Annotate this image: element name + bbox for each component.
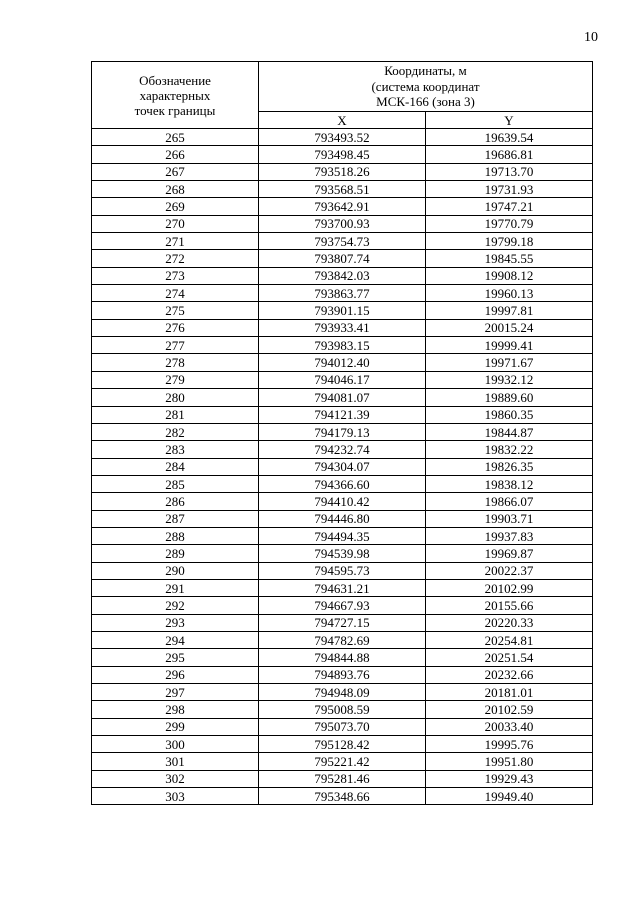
x-coordinate-cell: 794232.74 (259, 441, 426, 458)
point-cell: 285 (92, 475, 259, 492)
x-coordinate-cell: 793933.41 (259, 319, 426, 336)
point-cell: 301 (92, 753, 259, 770)
point-cell: 292 (92, 597, 259, 614)
table-row (92, 493, 593, 510)
y-coordinate-cell: 19639.54 (426, 129, 593, 146)
y-coordinate-cell: 19832.22 (426, 441, 593, 458)
table-row (92, 146, 593, 163)
x-coordinate-cell: 793518.26 (259, 163, 426, 180)
x-coordinate-cell: 794782.69 (259, 631, 426, 648)
y-coordinate-cell: 20251.54 (426, 649, 593, 666)
x-coordinate-cell: 794410.42 (259, 493, 426, 510)
coordinates-table (91, 61, 593, 805)
point-cell: 268 (92, 181, 259, 198)
table-row (92, 441, 593, 458)
y-coordinate-cell: 20033.40 (426, 718, 593, 735)
x-coordinate-cell: 794366.60 (259, 475, 426, 492)
y-coordinate-cell: 19999.41 (426, 337, 593, 354)
y-coordinate-cell: 20015.24 (426, 319, 593, 336)
point-cell: 303 (92, 788, 259, 805)
x-coordinate-cell: 793842.03 (259, 267, 426, 284)
point-cell: 299 (92, 718, 259, 735)
x-coordinate-cell: 794179.13 (259, 423, 426, 440)
x-coordinate-cell: 794667.93 (259, 597, 426, 614)
x-coordinate-cell: 794844.88 (259, 649, 426, 666)
table-row (92, 458, 593, 475)
table-row (92, 337, 593, 354)
coords-header-line: МСК-166 (зона 3) (376, 94, 475, 110)
point-cell: 282 (92, 423, 259, 440)
table-row (92, 406, 593, 423)
point-cell: 290 (92, 562, 259, 579)
point-cell: 302 (92, 770, 259, 787)
x-coordinate-cell: 793754.73 (259, 233, 426, 250)
table-row (92, 770, 593, 787)
x-coordinate-cell: 795348.66 (259, 788, 426, 805)
point-cell: 291 (92, 579, 259, 596)
point-cell: 274 (92, 285, 259, 302)
y-coordinate-cell: 19826.35 (426, 458, 593, 475)
point-cell: 273 (92, 267, 259, 284)
table-row (92, 597, 593, 614)
y-coordinate-cell: 20155.66 (426, 597, 593, 614)
table-row (92, 527, 593, 544)
x-coordinate-cell: 793901.15 (259, 302, 426, 319)
x-coordinate-cell: 794121.39 (259, 406, 426, 423)
table-row (92, 389, 593, 406)
table-row (92, 215, 593, 232)
x-coordinate-cell: 795281.46 (259, 770, 426, 787)
point-designation-header (92, 62, 259, 129)
y-coordinate-cell: 19937.83 (426, 527, 593, 544)
table-row (92, 371, 593, 388)
x-coordinate-cell: 793493.52 (259, 129, 426, 146)
point-cell: 265 (92, 129, 259, 146)
point-cell: 281 (92, 406, 259, 423)
y-coordinate-cell: 19997.81 (426, 302, 593, 319)
point-cell: 272 (92, 250, 259, 267)
y-coordinate-cell: 19731.93 (426, 181, 593, 198)
x-coordinate-cell: 793700.93 (259, 215, 426, 232)
y-coordinate-cell: 20254.81 (426, 631, 593, 648)
y-coordinate-cell: 19860.35 (426, 406, 593, 423)
x-coordinate-cell: 793498.45 (259, 146, 426, 163)
y-coordinate-cell: 19908.12 (426, 267, 593, 284)
table-row (92, 198, 593, 215)
x-column-header: X (259, 112, 426, 129)
table-row (92, 267, 593, 284)
table-row (92, 354, 593, 371)
y-coordinate-cell: 19686.81 (426, 146, 593, 163)
point-cell: 276 (92, 319, 259, 336)
y-coordinate-cell: 19929.43 (426, 770, 593, 787)
table-row (92, 631, 593, 648)
table-row (92, 423, 593, 440)
table-row (92, 736, 593, 753)
point-cell: 266 (92, 146, 259, 163)
y-coordinate-cell: 19770.79 (426, 215, 593, 232)
table-row (92, 285, 593, 302)
x-coordinate-cell: 794893.76 (259, 666, 426, 683)
point-cell: 295 (92, 649, 259, 666)
x-coordinate-cell: 793568.51 (259, 181, 426, 198)
y-coordinate-cell: 19903.71 (426, 510, 593, 527)
point-cell: 283 (92, 441, 259, 458)
point-cell: 280 (92, 389, 259, 406)
y-coordinate-cell: 19838.12 (426, 475, 593, 492)
y-column-header: Y (426, 112, 593, 129)
y-coordinate-cell: 19845.55 (426, 250, 593, 267)
table-row (92, 129, 593, 146)
x-coordinate-cell: 794494.35 (259, 527, 426, 544)
x-coordinate-cell: 795128.42 (259, 736, 426, 753)
point-cell: 298 (92, 701, 259, 718)
x-coordinate-cell: 794446.80 (259, 510, 426, 527)
y-coordinate-cell: 20102.59 (426, 701, 593, 718)
table-row (92, 718, 593, 735)
table-row (92, 753, 593, 770)
x-coordinate-cell: 795221.42 (259, 753, 426, 770)
point-cell: 278 (92, 354, 259, 371)
x-coordinate-cell: 794595.73 (259, 562, 426, 579)
y-coordinate-cell: 19866.07 (426, 493, 593, 510)
table-row (92, 233, 593, 250)
point-cell: 267 (92, 163, 259, 180)
y-coordinate-cell: 19949.40 (426, 788, 593, 805)
point-cell: 287 (92, 510, 259, 527)
x-coordinate-cell: 794948.09 (259, 684, 426, 701)
point-cell: 270 (92, 215, 259, 232)
table-row (92, 250, 593, 267)
x-coordinate-cell: 794081.07 (259, 389, 426, 406)
x-coordinate-cell: 793807.74 (259, 250, 426, 267)
table-row (92, 475, 593, 492)
coordinates-header (259, 62, 593, 112)
point-cell: 296 (92, 666, 259, 683)
table-row (92, 788, 593, 805)
y-coordinate-cell: 19971.67 (426, 354, 593, 371)
x-coordinate-cell: 794012.40 (259, 354, 426, 371)
x-coordinate-cell: 795073.70 (259, 718, 426, 735)
x-coordinate-cell: 794046.17 (259, 371, 426, 388)
point-cell: 269 (92, 198, 259, 215)
table-row (92, 510, 593, 527)
coords-header-line: Координаты, м (384, 63, 467, 79)
point-header-line: характерных (139, 87, 211, 103)
y-coordinate-cell: 19932.12 (426, 371, 593, 388)
y-coordinate-cell: 19960.13 (426, 285, 593, 302)
page-number: 10 (584, 30, 598, 45)
table-row (92, 545, 593, 562)
x-coordinate-cell: 794727.15 (259, 614, 426, 631)
y-coordinate-cell: 19799.18 (426, 233, 593, 250)
point-cell: 297 (92, 684, 259, 701)
x-coordinate-cell: 794631.21 (259, 579, 426, 596)
table-row (92, 701, 593, 718)
y-coordinate-cell: 19713.70 (426, 163, 593, 180)
point-cell: 284 (92, 458, 259, 475)
x-coordinate-cell: 793642.91 (259, 198, 426, 215)
point-cell: 300 (92, 736, 259, 753)
coords-header-line: (система координат (371, 78, 480, 94)
x-coordinate-cell: 793863.77 (259, 285, 426, 302)
point-cell: 279 (92, 371, 259, 388)
point-cell: 286 (92, 493, 259, 510)
y-coordinate-cell: 19951.80 (426, 753, 593, 770)
table-row (92, 302, 593, 319)
point-header-line: точек границы (134, 102, 216, 118)
x-coordinate-cell: 794539.98 (259, 545, 426, 562)
table-row (92, 684, 593, 701)
x-coordinate-cell: 795008.59 (259, 701, 426, 718)
x-coordinate-cell: 794304.07 (259, 458, 426, 475)
coordinates-table-body (92, 129, 593, 805)
y-coordinate-cell: 19844.87 (426, 423, 593, 440)
point-cell: 271 (92, 233, 259, 250)
point-cell: 275 (92, 302, 259, 319)
y-coordinate-cell: 19889.60 (426, 389, 593, 406)
table-row (92, 614, 593, 631)
table-row (92, 319, 593, 336)
point-cell: 289 (92, 545, 259, 562)
y-coordinate-cell: 20220.33 (426, 614, 593, 631)
table-row (92, 562, 593, 579)
point-cell: 288 (92, 527, 259, 544)
y-coordinate-cell: 20102.99 (426, 579, 593, 596)
x-coordinate-cell: 793983.15 (259, 337, 426, 354)
table-row (92, 163, 593, 180)
point-cell: 294 (92, 631, 259, 648)
point-cell: 293 (92, 614, 259, 631)
y-coordinate-cell: 20232.66 (426, 666, 593, 683)
y-coordinate-cell: 19995.76 (426, 736, 593, 753)
table-row (92, 666, 593, 683)
y-coordinate-cell: 20022.37 (426, 562, 593, 579)
table-row (92, 649, 593, 666)
y-coordinate-cell: 19969.87 (426, 545, 593, 562)
point-header-line: Обозначение (139, 72, 211, 88)
point-cell: 277 (92, 337, 259, 354)
table-row (92, 579, 593, 596)
y-coordinate-cell: 19747.21 (426, 198, 593, 215)
y-coordinate-cell: 20181.01 (426, 684, 593, 701)
table-row (92, 181, 593, 198)
